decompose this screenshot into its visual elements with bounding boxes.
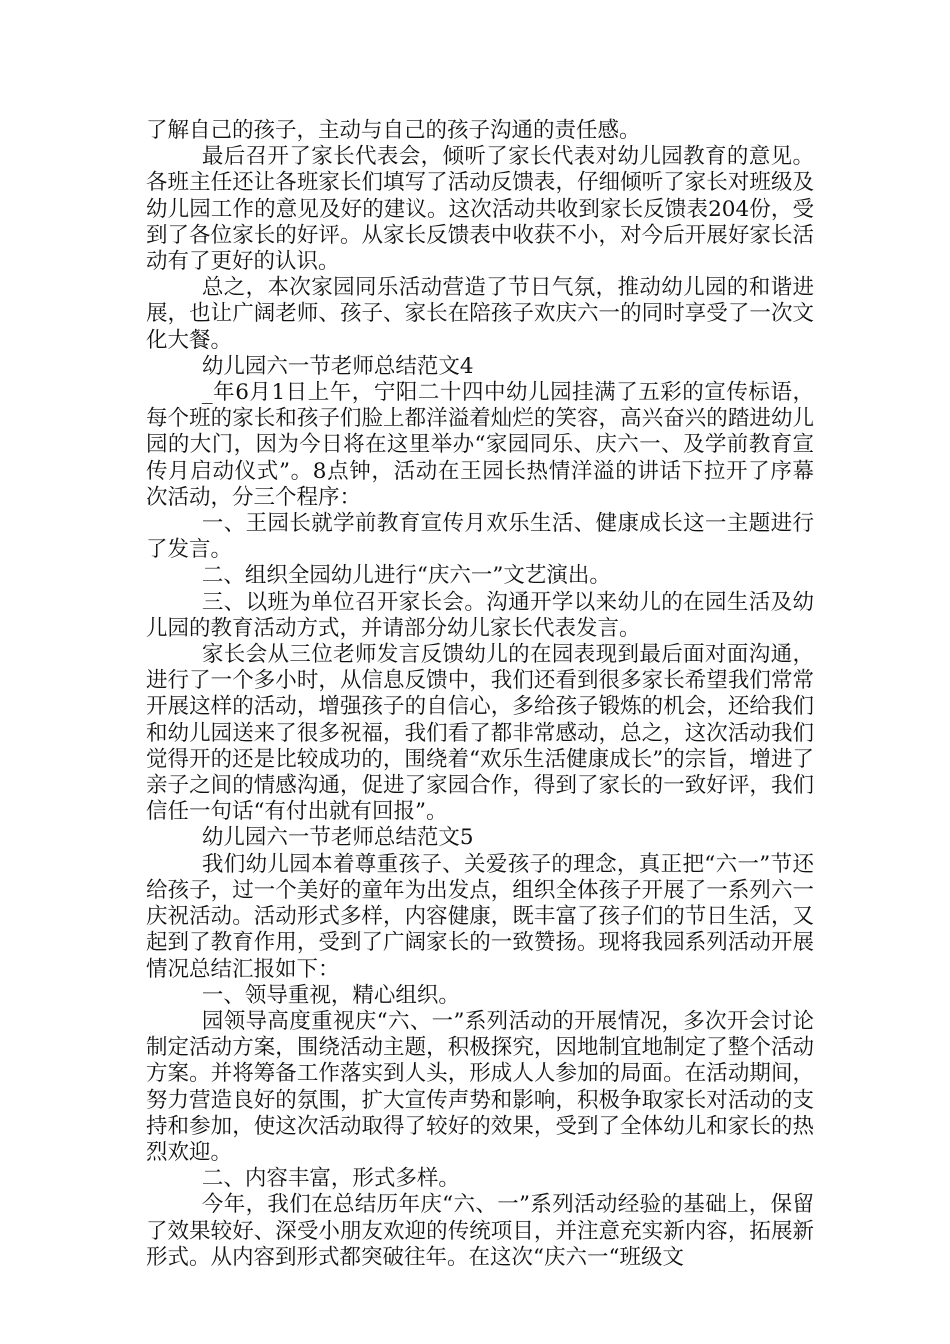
paragraph: 最后召开了家长代表会，倾听了家长代表对幼儿园教育的意见。各班主任还让各班家长们填写了活动反馈表，仔细倾听了家长对班级及幼儿园工作的意见及好的建议。这次活动共收到家长反馈表204份，受到了各位家长的好评。从家长反馈表中收获不小，对今后开展好家长活动有了更好的认识。 <box>146 144 814 275</box>
paragraph: _年6月1日上午，宁阳二十四中幼儿园挂满了五彩的宣传标语，每个班的家长和孩子们脸上都洋溢着灿烂的笑容，高兴奋兴的踏进幼儿园的大门，因为今日将在这里举办“家园同乐、庆六一、及学前教育宣传月启动仪式”。8点钟，活动在王园长热情洋溢的讲话下拉开了序幕次活动，分三个程序： <box>146 380 814 510</box>
paragraph: 了解自己的孩子，主动与自己的孩子沟通的责任感。 <box>146 118 641 143</box>
paragraph: 一、王园长就学前教育宣传月欢乐生活、健康成长这一主题进行了发言。 <box>146 511 814 563</box>
section-heading: 幼儿园六一节老师总结范文5 <box>201 825 474 851</box>
paragraph: 一、领导重视，精心组织。 <box>201 982 460 1008</box>
paragraph: 三、以班为单位召开家长会。沟通开学以来幼儿的在园生活及幼儿园的教育活动方式，并请部分幼儿家长代表发言。 <box>146 589 814 641</box>
paragraph: 园领导高度重视庆“六、一”系列活动的开展情况，多次开会讨论制定活动方案，围绕活动主题，积极探究，因地制宜地制定了整个活动方案。并将筹备工作落实到人头，形成人人参加的局面。在活动期间，努力营造良好的氛围，扩大宣传声势和影响，积极争取家长对活动的支持和参加，使这次活动取得了较好的效果，受到了全体幼儿和家长的热烈欢迎。 <box>146 1008 814 1165</box>
paragraph: 今年，我们在总结历年庆“六、一”系列活动经验的基础上，保留了效果较好、深受小朋友欢迎的传统项目，并注意充实新内容，拓展新形式。从内容到形式都突破往年。在这次“庆六一“班级文 <box>146 1192 814 1270</box>
paragraph: 二、组织全园幼儿进行“庆六一”文艺演出。 <box>201 563 611 589</box>
paragraph: 二、内容丰富，形式多样。 <box>201 1166 460 1192</box>
paragraph: 总之，本次家园同乐活动营造了节日气氛，推动幼儿园的和谐进展，也让广阔老师、孩子、家长在陪孩子欢庆六一的同时享受了一次文化大餐。 <box>146 275 814 353</box>
paragraph: 家长会从三位老师发言反馈幼儿的在园表现到最后面对面沟通，进行了一个多小时，从信息反馈中，我们还看到很多家长希望我们常常开展这样的活动，增强孩子的自信心，多给孩子锻炼的机会，还给我们和幼儿园送来了很多祝福，我们看了都非常感动，总之，这次活动我们觉得开的还是比较成功的，围绕着“欢乐生活健康成长”的宗旨，增进了亲子之间的情感沟通，促进了家园合作，得到了家长的一致好评，我们信任一句话“有付出就有回报”。 <box>146 642 814 825</box>
document-body <box>146 118 814 1271</box>
paragraph: 我们幼儿园本着尊重孩子、关爱孩子的理念，真正把“六一”节还给孩子，过一个美好的童年为出发点，组织全体孩子开展了一系列六一庆祝活动。活动形式多样，内容健康，既丰富了孩子们的节日生活，又起到了教育作用，受到了广阔家长的一致赞扬。现将我园系列活动开展情况总结汇报如下： <box>146 851 814 982</box>
section-heading: 幼儿园六一节老师总结范文4 <box>201 353 474 379</box>
